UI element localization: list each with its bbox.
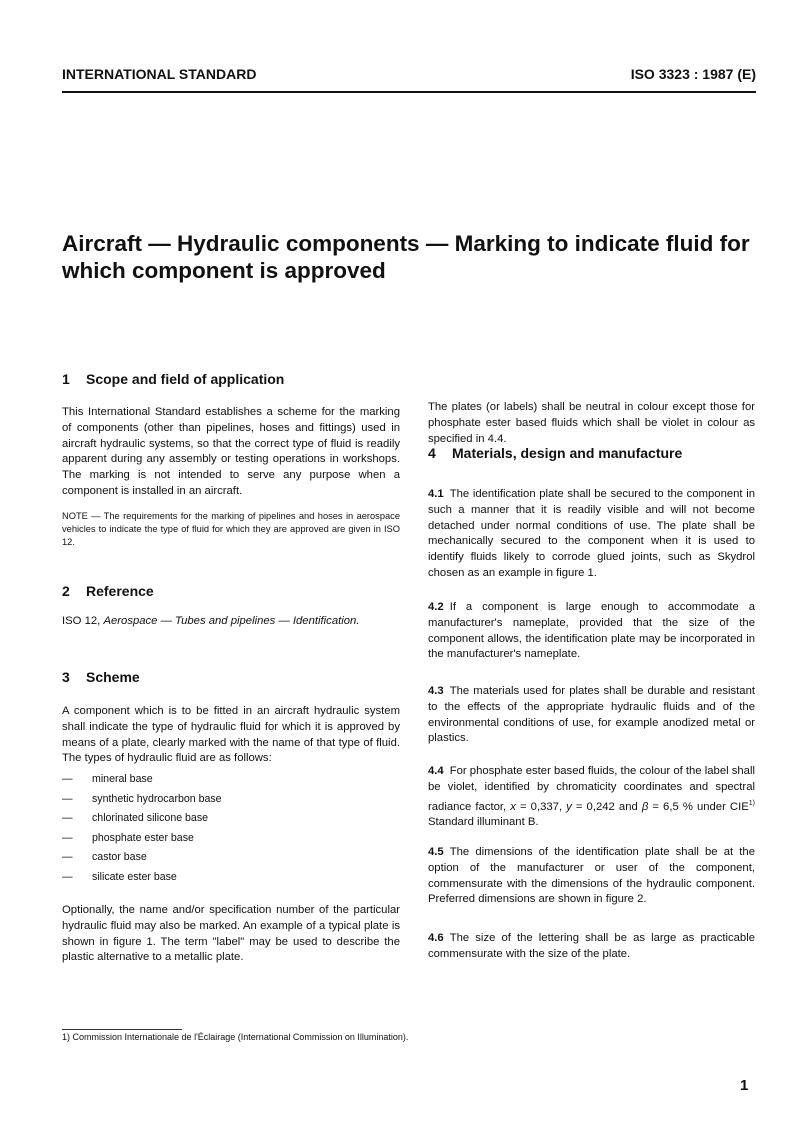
right-intro-paragraph: The plates (or labels) shall be neutral in colour except those for phosphate ester based fluids which shall be violet in colour as specified in 4.4. bbox=[428, 401, 755, 445]
section-number: 2 bbox=[62, 583, 70, 599]
list-item-text: synthetic hydrocarbon base bbox=[92, 793, 222, 805]
list-item-text: mineral base bbox=[92, 773, 153, 785]
header-right: ISO 3323 : 1987 (E) bbox=[630, 66, 756, 82]
clause-number: 4.6 bbox=[428, 932, 444, 944]
clause-4-2 bbox=[428, 600, 755, 663]
page-number: 1 bbox=[740, 1077, 749, 1094]
list-item-text: castor base bbox=[92, 851, 147, 863]
section-3-paragraph-2: Optionally, the name and/or specification number of the particular hydraulic fluid may also be marked. An example of a typical plate is shown in figure 1. The term "label" may be used to describe the plastic alternative to a metallic plate. bbox=[62, 904, 400, 964]
list-item bbox=[62, 871, 177, 883]
clause-4-6 bbox=[428, 931, 755, 963]
list-item bbox=[62, 773, 153, 785]
section-3-paragraph-1: A component which is to be fitted in an aircraft hydraulic system shall indicate the type of hydraulic fluid for which it is approved by means of a plate, clearly marked with the name of that type of fluid. The types of hydraulic fluid are as follows: bbox=[62, 705, 400, 765]
dash: — bbox=[62, 793, 73, 805]
clause-text: The dimensions of the identification plate shall be at the option of the manufacturer or user of the component, commensurate with the dimensions of the hydraulic component. Preferred dimensions are shown in figure 2. bbox=[428, 846, 755, 906]
clause-text: = 0,242 and bbox=[571, 800, 642, 813]
footnote-rule bbox=[62, 1029, 182, 1030]
dash: — bbox=[62, 851, 73, 863]
section-number: 1 bbox=[62, 371, 70, 387]
section-title: Materials, design and manufacture bbox=[452, 445, 683, 461]
section-2-heading bbox=[62, 583, 154, 599]
reference-id: ISO 12, bbox=[62, 615, 104, 627]
list-item-text: chlorinated silicone base bbox=[92, 812, 209, 824]
clause-text: Standard illuminant B. bbox=[428, 816, 539, 829]
section-1-note: NOTE — The requirements for the marking of pipelines and hoses in aerospace vehicles to indicate the type of fluid for which they are approved are given in ISO 12. bbox=[62, 511, 400, 547]
symbol-y: y bbox=[566, 800, 572, 813]
reference-title: Aerospace — Tubes and pipelines — Identification. bbox=[103, 615, 360, 627]
section-1-heading bbox=[62, 371, 284, 387]
section-4-heading bbox=[428, 445, 682, 461]
clause-text: = 6,5 % under CIE bbox=[648, 800, 749, 813]
clause-text: For phosphate ester based fluids, the colour of the label shall be violet, identified by chromaticity coordinates and spectral radiance factor, bbox=[428, 765, 755, 813]
clause-text: = 0,337, bbox=[515, 800, 567, 813]
clause-4-4 bbox=[428, 764, 755, 831]
section-title: Scheme bbox=[86, 669, 140, 685]
footnote-ref: 1) bbox=[748, 799, 755, 807]
dash: — bbox=[62, 812, 73, 824]
reference-line bbox=[62, 614, 400, 630]
section-number: 4 bbox=[428, 445, 436, 461]
list-item bbox=[62, 851, 147, 863]
section-title: Scope and field of application bbox=[86, 371, 285, 387]
clause-text: If a component is large enough to accommodate a manufacturer's nameplate, provided that the size of the component allows, the identification plate may be incorporated in the manufacturer's nameplate. bbox=[428, 601, 755, 661]
section-number: 3 bbox=[62, 669, 70, 685]
list-item bbox=[62, 812, 209, 824]
clause-number: 4.3 bbox=[428, 685, 444, 697]
section-title: Reference bbox=[86, 583, 154, 599]
list-item bbox=[62, 832, 194, 844]
clause-number: 4.4 bbox=[428, 765, 444, 777]
section-3-heading bbox=[62, 669, 140, 685]
symbol-beta: β bbox=[641, 800, 649, 813]
header-rule bbox=[62, 91, 756, 93]
clause-text: The identification plate shall be secured to the component in such a manner that it is readily visible and will not become detached under normal conditions of use. The plate shall be mechanically secured to the component when it is used to identify fluids likely to corrode glued joints, such as Skydrol chosen as an example in figure 1. bbox=[428, 488, 755, 579]
list-item-text: silicate ester base bbox=[92, 871, 177, 883]
clause-text: The size of the lettering shall be as large as practicable commensurate with the size of the plate. bbox=[428, 932, 755, 960]
clause-4-1 bbox=[428, 487, 755, 582]
symbol-x: x bbox=[510, 800, 516, 813]
dash: — bbox=[62, 871, 73, 883]
list-item-text: phosphate ester base bbox=[92, 832, 194, 844]
document-title: Aircraft — Hydraulic components — Marking to indicate fluid for which component is approved bbox=[62, 231, 750, 283]
clause-4-3 bbox=[428, 684, 755, 747]
clause-number: 4.5 bbox=[428, 846, 444, 858]
clause-4-5 bbox=[428, 845, 755, 908]
header-left: INTERNATIONAL STANDARD bbox=[62, 66, 257, 82]
footnote: 1) Commission Internationale de l'Éclairage (International Commission on Illumination). bbox=[62, 1032, 409, 1042]
clause-number: 4.1 bbox=[428, 488, 444, 500]
dash: — bbox=[62, 832, 73, 844]
dash: — bbox=[62, 773, 73, 785]
clause-text: The materials used for plates shall be durable and resistant to the effects of the appropriate hydraulic fluids and of the environmental conditions of use, for example anodized metal or plastics. bbox=[428, 685, 755, 745]
list-item bbox=[62, 793, 222, 805]
section-1-paragraph: This International Standard establishes a scheme for the marking of components (other than pipelines, hoses and fittings) used in aircraft hydraulic systems, so that the correct type of fluid is readily apparent during any assembly or testing operations in workshops. The marking is not intended to serve any purpose when a component is installed in an aircraft. bbox=[62, 406, 400, 497]
clause-number: 4.2 bbox=[428, 601, 444, 613]
